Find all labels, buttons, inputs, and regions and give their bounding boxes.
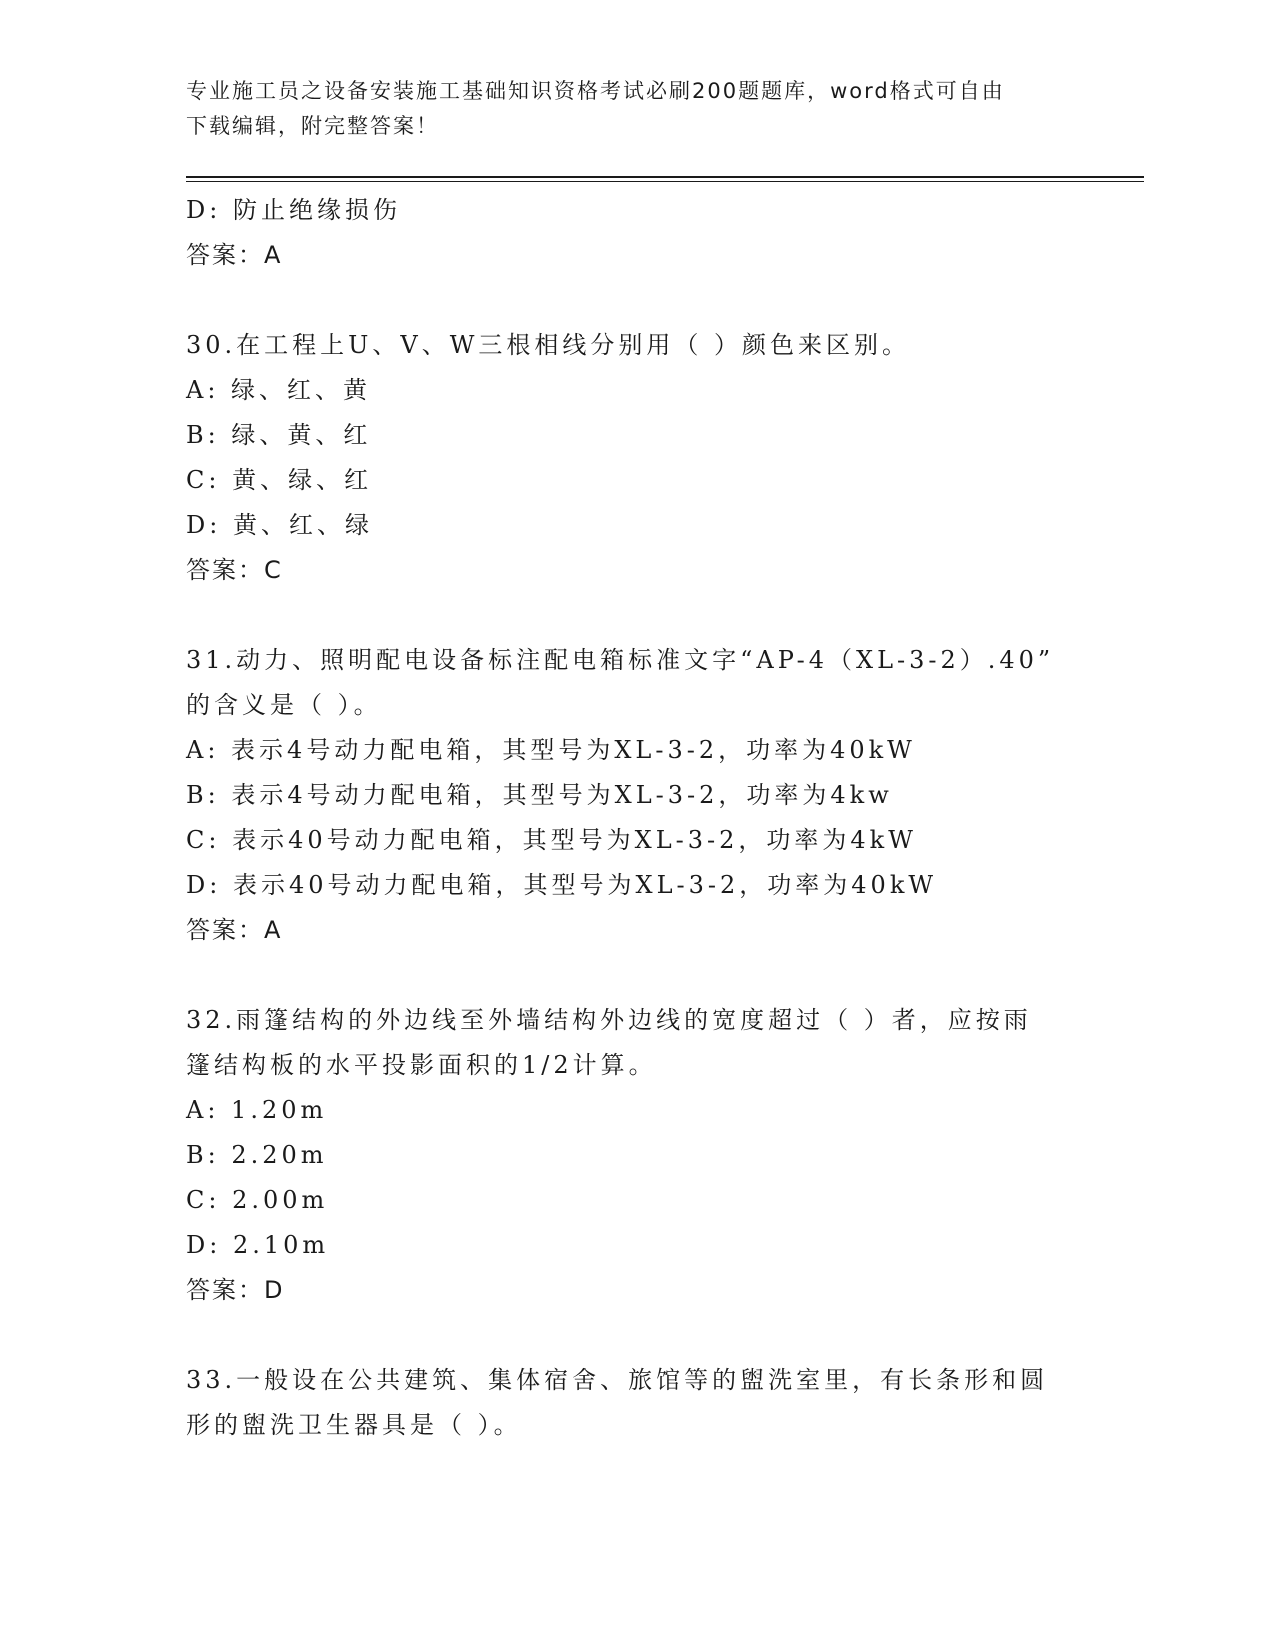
header-divider-thick [186,176,1144,178]
option-c: C: 表示40号动力配电箱，其型号为XL-3-2，功率为4kW [186,826,917,854]
question-stem-line-1: 31.动力、照明配电设备标注配电箱标准文字“AP-4（XL-3-2）.40” [186,646,1055,674]
option-a: A: 表示4号动力配电箱，其型号为XL-3-2，功率为40kW [186,736,916,764]
spacer [186,1313,1086,1358]
answer-label: 答案：A [186,241,283,269]
question-list [186,188,1086,1448]
question-stem-line-2: 的含义是（ ）。 [186,691,382,719]
option-b: B: 表示4号动力配电箱，其型号为XL-3-2，功率为4kw [186,781,893,809]
option-d: D: 黄、红、绿 [186,511,373,539]
option-b: B: 绿、黄、红 [186,421,372,449]
answer-label: 答案：D [186,1276,285,1304]
option-c: C: 黄、绿、红 [186,466,373,494]
spacer [186,278,1086,323]
question-block-30 [186,323,1086,593]
question-stem: 30.在工程上U、V、W三根相线分别用（ ）颜色来区别。 [186,331,911,359]
header-divider-thin [186,181,1144,182]
question-block-32 [186,998,1086,1313]
question-stem-line-2: 形的盥洗卫生器具是（ ）。 [186,1411,522,1439]
option-d: D: 2.10m [186,1231,330,1259]
page-header [186,74,1086,144]
option-c: C: 2.00m [186,1186,329,1214]
question-block-33 [186,1358,1086,1448]
question-stem-line-2: 篷结构板的水平投影面积的1/2计算。 [186,1051,657,1079]
answer-label: 答案：C [186,556,283,584]
option-b: B: 2.20m [186,1141,328,1169]
option-d: D: 防止绝缘损伤 [186,196,401,224]
header-line-2: 下载编辑，附完整答案！ [186,114,439,138]
question-stem-line-1: 33.一般设在公共建筑、集体宿舍、旅馆等的盥洗室里，有长条形和圆 [186,1366,1049,1394]
question-stem-line-1: 32.雨篷结构的外边线至外墙结构外边线的宽度超过（ ）者，应按雨 [186,1006,1032,1034]
answer-label: 答案：A [186,916,283,944]
header-line-1: 专业施工员之设备安装施工基础知识资格考试必刷200题题库，word格式可自由 [186,79,1005,103]
question-block-31 [186,638,1086,953]
spacer [186,953,1086,998]
option-a: A: 1.20m [186,1096,328,1124]
question-block-prev [186,188,1086,278]
option-a: A: 绿、红、黄 [186,376,372,404]
spacer [186,593,1086,638]
option-d: D: 表示40号动力配电箱，其型号为XL-3-2，功率为40kW [186,871,938,899]
